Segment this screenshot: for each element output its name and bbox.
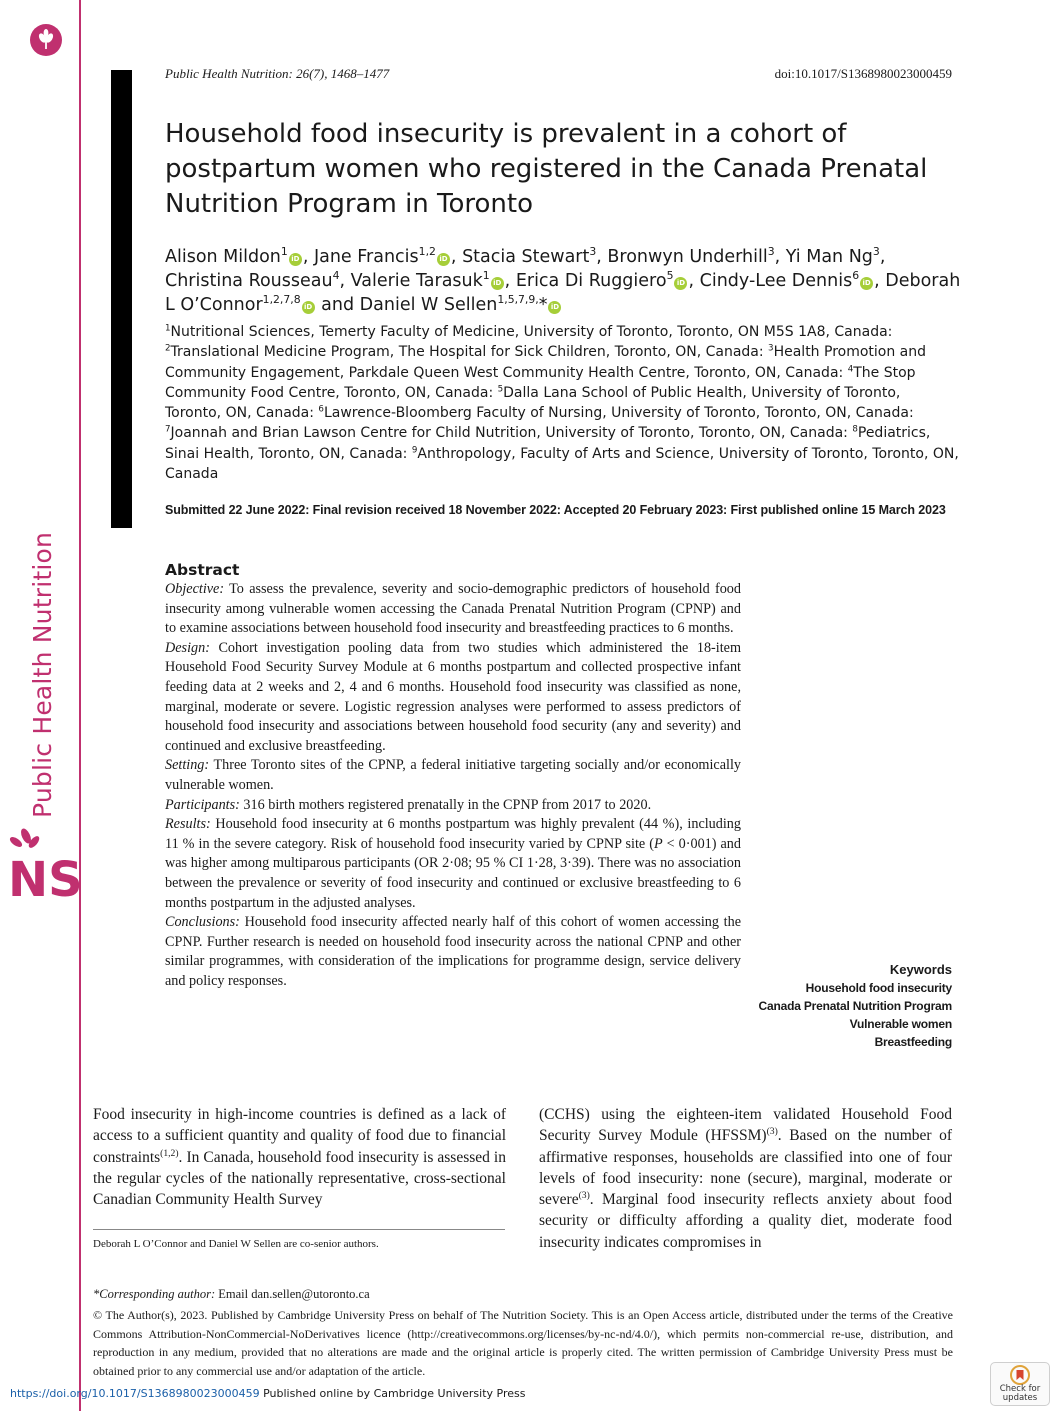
keywords-heading: Keywords	[889, 962, 952, 977]
author-affiliation-sup: 3	[589, 245, 597, 259]
author-affiliation-sup: 3	[872, 245, 880, 259]
corresponding-star: *	[538, 295, 548, 315]
author-name: Daniel W Sellen	[359, 295, 498, 315]
abstract-design: Design: Cohort investigation pooling data from two studies which administered the 18-item Household Food Security Survey Module at 6 months postpartum and collected prospective infant feeding data at 2 weeks and 2, 4 and 6 months. Household food insecurity was classified as none, marginal, moderate or severe. Logistic regression analyses were performed to assess predictors of household food insecurity and associations between household food security (any and severity) and continued and exclusive breastfeeding.	[165, 639, 741, 754]
affiliation-number: 6	[318, 404, 324, 415]
author-affiliation-sup: 1,2	[418, 245, 436, 259]
author-separator: ,	[688, 271, 700, 291]
article-title: Household food insecurity is prevalent in a cohort of postpartum women who registered in the Canada Prenatal Nutrition Program in Toronto	[165, 119, 928, 219]
check-updates-line1: Check for	[999, 1384, 1041, 1394]
author-affiliation-sup: 5	[666, 269, 674, 283]
author-affiliation-sup: 1,2,7,8	[262, 293, 301, 307]
author-separator: ,	[339, 271, 351, 291]
author-separator: ,	[874, 271, 886, 291]
footnote-divider	[93, 1229, 505, 1230]
check-updates-line2: updates	[1002, 1393, 1038, 1403]
affiliation-number: 9	[411, 445, 418, 456]
affiliation-text: Dalla Lana School of Public Health, University of Toronto, Toronto, ON, Canada:	[165, 384, 901, 422]
ns-logo-icon	[6, 828, 83, 908]
author-affiliation-sup: 1	[482, 269, 490, 283]
abstract-results: Results: Household food insecurity at 6 months postpartum was highly prevalent (44 %), including 11 % in the severe category. Risk of household food insecurity varied by CPNP site (P < 0·001) and was higher among multiparous participants (OR 2·08; 95 % CI 1·28, 3·39). There was no association between the prevalence or severity of food insecurity and continued or exclusive breastfeeding to 6 months postpartum in the adjusted analyses.	[165, 816, 741, 911]
author-separator: and	[315, 295, 360, 315]
author-separator: ,	[302, 247, 314, 267]
author-separator: ,	[596, 247, 608, 267]
author-list	[165, 245, 965, 317]
abstract-objective: Objective: To assess the prevalence, severity and socio-demographic predictors of household food insecurity among vulnerable women accessing the Canada Prenatal Nutrition Program (CPNP) and to examine associations between household food insecurity and breastfeeding practices to 6 months.	[165, 581, 741, 637]
author-separator: ,	[450, 247, 463, 267]
orcid-icon[interactable]: iD	[860, 277, 873, 290]
license-statement: © The Author(s), 2023. Published by Cambridge University Press on behalf of The Nutrition Society. This is an Open Access article, distributed under the terms of the Creative Commons Attribution-NonCommercial-NoDerivatives licence (http://creativecommons.org/licenses/by-nc-nd/4.0/), which permits non-commercial re-use, distribution, and reproduction in any medium, provided that no alterations are made and the original article is properly cited. The written permission of Cambridge University Press must be obtained prior to any commercial use and/or adaptation of the article.	[93, 1308, 953, 1378]
submission-dates: Submitted 22 June 2022: Final revision received 18 November 2022: Accepted 20 February 2023: First published online 15 March 2023	[165, 503, 946, 517]
affiliation-text: The Stop Community Food Centre, Toronto, ON, Canada:	[165, 364, 916, 401]
body-column-right: (CCHS) using the eighteen-item validated Household Food Security Survey Module (HFSSM)$^{(3)}$. Based on the number of affirmative responses, households are classified into one of four levels of food insecurity: none (secure), marginal, moderate or severe$^{(3)}$. Marginal food insecurity reflects anxiety about food security or difficulty affording a quality diet, moderate food insecurity indicates compromises in	[539, 1106, 953, 1251]
affiliation-text: Joannah and Brian Lawson Centre for Child Nutrition, University of Toronto, Toronto, ON, Canada:	[170, 425, 853, 442]
author-separator: ,	[774, 247, 786, 267]
affiliation-number: 3	[768, 343, 774, 354]
orcid-icon[interactable]: iD	[491, 277, 504, 290]
leaf-circle-logo-icon	[30, 24, 62, 56]
check-for-updates-button[interactable]	[990, 1362, 1050, 1406]
author-name: Alison Mildon	[165, 247, 281, 267]
affiliation-text: Nutritional Sciences, Temerty Faculty of Medicine, University of Toronto, Toronto, ON M5S 1A8, Canada:	[170, 324, 893, 340]
affiliation-number: 1	[165, 323, 171, 334]
affiliation-text: Translational Medicine Program, The Hospital for Sick Children, Toronto, ON, Canada:	[170, 344, 769, 361]
bookmark-icon	[1010, 1365, 1030, 1385]
author-separator: ,	[504, 271, 516, 291]
bottom-doi-line	[10, 1387, 525, 1400]
svg-text:NS: NS	[8, 852, 83, 908]
keyword-item: Vulnerable women	[849, 1017, 952, 1031]
author-name: Valerie Tarasuk	[350, 271, 483, 291]
author-affiliation-sup: 1	[280, 245, 288, 259]
affiliation-number: 4	[847, 363, 854, 374]
affiliations	[165, 322, 960, 484]
orcid-icon[interactable]: iD	[674, 277, 687, 290]
author-name: Erica Di Ruggiero	[515, 271, 667, 291]
abstract-conclusions: Conclusions: Household food insecurity affected nearly half of this cohort of women accessing the CPNP. Further research is needed on household food insecurity across the national CPNP and other similar programmes, with consideration of the implications for programme design, service delivery and policy responses.	[165, 914, 741, 989]
author-separator: ,	[879, 247, 886, 267]
orcid-icon[interactable]: iD	[437, 253, 450, 266]
affiliation-text: Health Promotion and Community Engagement, Parkdale Queen West Community Health Centre, Toronto, ON, Canada:	[165, 344, 927, 381]
orcid-icon[interactable]: iD	[289, 253, 302, 266]
citation[interactable]: (3)	[766, 1126, 778, 1138]
left-accent-rule	[79, 0, 81, 1411]
abstract-setting: Setting: Three Toronto sites of the CPNP, a federal initiative targeting socially and/or economically vulnerable women.	[165, 757, 741, 793]
published-by: Published online by Cambridge University Press	[259, 1387, 526, 1400]
orcid-icon[interactable]: iD	[548, 301, 561, 314]
abstract-participants: Participants: 316 birth mothers registered prenatally in the CPNP from 2017 to 2020.	[165, 796, 652, 813]
affiliation-text: Pediatrics, Sinai Health, Toronto, ON, Canada:	[165, 425, 931, 462]
author-name: Christina Rousseau	[165, 271, 333, 291]
author-name: Cindy-Lee Dennis	[699, 271, 853, 291]
author-name: Bronwyn Underhill	[607, 247, 768, 267]
author-affiliation-sup: 4	[332, 269, 340, 283]
title-black-bar	[111, 70, 132, 528]
author-name: Jane Francis	[313, 247, 419, 267]
affiliation-number: 8	[852, 424, 858, 435]
affiliation-text: Lawrence-Bloomberg Faculty of Nursing, University of Toronto, Toronto, ON, Canada:	[323, 405, 914, 422]
author-affiliation-sup: 1,5,7,9,	[497, 293, 539, 307]
abstract	[165, 561, 741, 991]
doi-link[interactable]: https://doi.org/10.1017/S1368980023000459	[10, 1387, 260, 1400]
orcid-icon[interactable]: iD	[302, 301, 315, 314]
author-name: Deborah L O’Connor	[165, 271, 961, 315]
keyword-item: Household food insecurity	[805, 981, 952, 995]
keyword-item: Canada Prenatal Nutrition Program	[758, 999, 952, 1013]
affiliation-text: Anthropology, Faculty of Arts and Science, University of Toronto, Toronto, ON, Canada	[165, 445, 959, 483]
header-doi: doi:10.1017/S1368980023000459	[774, 66, 952, 81]
affiliation-number: 5	[497, 384, 504, 395]
citation[interactable]: (3)	[578, 1190, 590, 1202]
keyword-item: Breastfeeding	[874, 1035, 952, 1049]
affiliation-number: 7	[165, 424, 171, 435]
body-column-left: Food insecurity in high-income countries is defined as a lack of access to a sufficient quantity and quality of food due to financial constraints$^{(1,2)}$. In Canada, household food insecurity is assessed in the regular cycles of the nationally representative, cross-sectional Canadian Community Health Survey	[93, 1106, 506, 1209]
author-affiliation-sup: 3	[767, 245, 775, 259]
author-affiliation-sup: 6	[852, 269, 860, 283]
affiliation-number: 2	[165, 343, 171, 354]
author-name: Yi Man Ng	[785, 247, 873, 267]
journal-reference: Public Health Nutrition: 26(7), 1468–1477	[165, 66, 390, 81]
sidebar-journal-name: Public Health Nutrition	[28, 531, 57, 818]
co-senior-footnote: Deborah L O’Connor and Daniel W Sellen are co-senior authors.	[93, 1238, 379, 1250]
keywords	[759, 961, 952, 1051]
citation[interactable]: (1,2)	[160, 1147, 179, 1159]
abstract-heading: Abstract	[165, 561, 240, 579]
corresponding-author: *Corresponding author: Email dan.sellen@utoronto.ca	[93, 1287, 370, 1301]
author-name: Stacia Stewart	[462, 247, 590, 267]
